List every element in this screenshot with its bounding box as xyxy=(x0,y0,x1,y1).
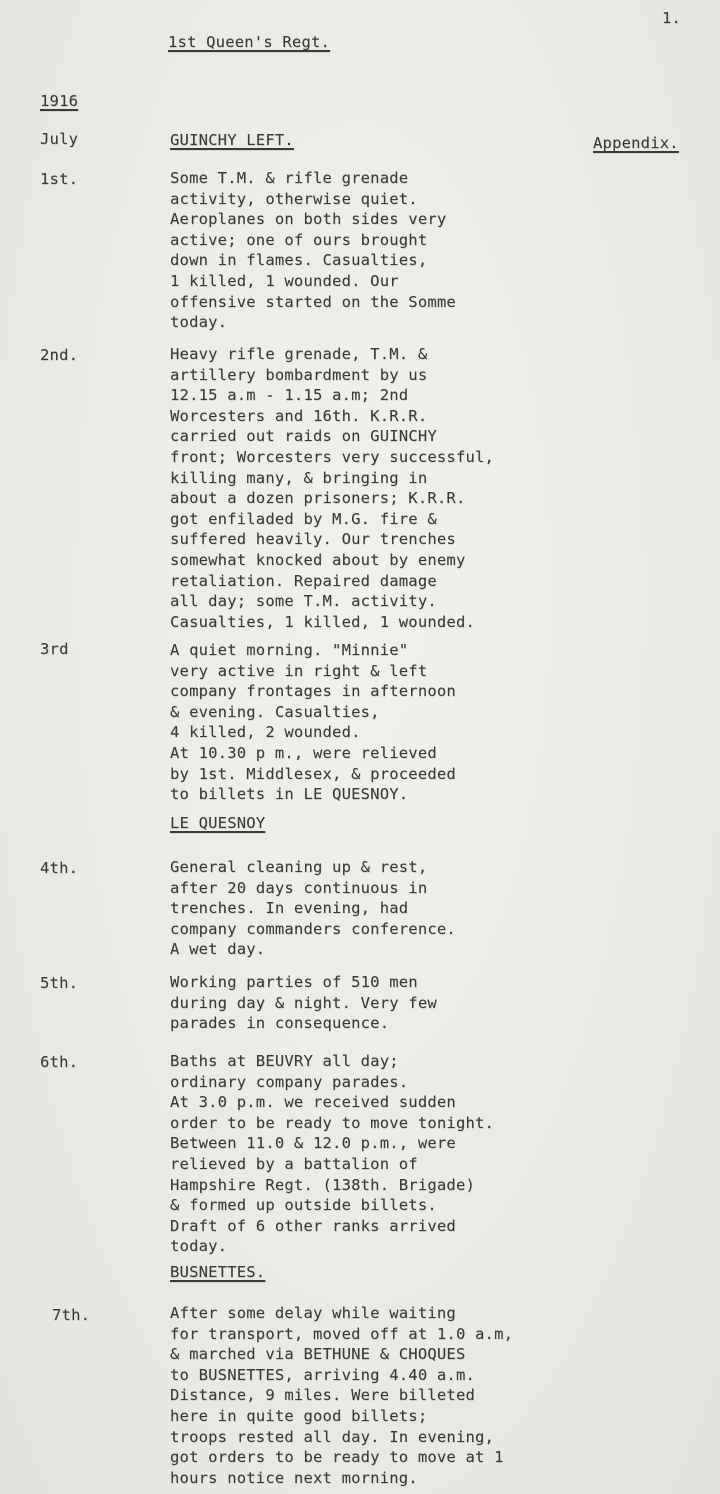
entry-day: 6th. xyxy=(40,1053,79,1071)
location-heading-busnettes: BUSNETTES. xyxy=(170,1263,266,1281)
entry-text: After some delay while waiting for transport, moved off at 1.0 a.m, & marched via BETHUNE & CHOQUES to BUSNETTES, arriving 4.40 a.m. Distance, 9 miles. Were billeted here in quite good billets; troops rested all day. In evening, got orders to be ready to move at 1 hours notice next morning. xyxy=(170,1304,514,1487)
entry-day: 5th. xyxy=(40,974,79,992)
entry-text: Working parties of 510 men during day & night. Very few parades in consequence. xyxy=(170,973,437,1033)
entry-text: Heavy rifle grenade, T.M. & artillery bombardment by us 12.15 a.m - 1.15 a.m; 2nd Worcesters and 16th. K.R.R. carried out raids on GUINCHY front; Worcesters very successful, killing many, & bringing in about a dozen prisoners; K.R.R. got enfiladed by M.G. fire & suffered heavily. Our trenches somewhat knocked about by enemy retaliation. Repaired damage all day; some T.M. activity. Casualties, 1 killed, 1 wounded. xyxy=(170,345,495,631)
entry-day: 1st. xyxy=(40,170,79,188)
entry-day: 7th. xyxy=(52,1306,91,1324)
year-heading: 1916 xyxy=(40,92,79,110)
entry-text: General cleaning up & rest, after 20 days continuous in trenches. In evening, had company commanders conference. A wet day. xyxy=(170,858,456,959)
location-heading-guinchy: GUINCHY LEFT. xyxy=(170,131,294,149)
appendix-heading: Appendix. xyxy=(593,134,679,152)
entry-text: Some T.M. & rifle grenade activity, otherwise quiet. Aeroplanes on both sides very active; one of ours brought down in flames. Casualties, 1 killed, 1 wounded. Our offensive started on the Somme today. xyxy=(170,169,456,332)
location-heading-le-quesnoy: LE QUESNOY xyxy=(170,814,266,832)
entry-day: 3rd xyxy=(40,640,69,658)
entry-text: A quiet morning. "Minnie" very active in right & left company frontages in afternoon & evening. Casualties, 4 killed, 2 wounded. At 10.30 p m., were relieved by 1st. Middlesex, & proceeded to billets in LE QUESNOY. xyxy=(170,641,456,804)
page-number: 1. xyxy=(662,9,682,27)
entry-day: 4th. xyxy=(40,859,79,877)
month-label: July xyxy=(40,130,79,148)
entry-day: 2nd. xyxy=(40,346,79,364)
entry-text: Baths at BEUVRY all day; ordinary company parades. At 3.0 p.m. we received sudden order to be ready to move tonight. Between 11.0 & 12.0 p.m., were relieved by a battalion of Hampshire Regt. (138th. Brigade) & formed up outside billets. Draft of 6 other ranks arrived today. xyxy=(170,1052,495,1256)
unit-title: 1st Queen's Regt. xyxy=(168,33,331,51)
